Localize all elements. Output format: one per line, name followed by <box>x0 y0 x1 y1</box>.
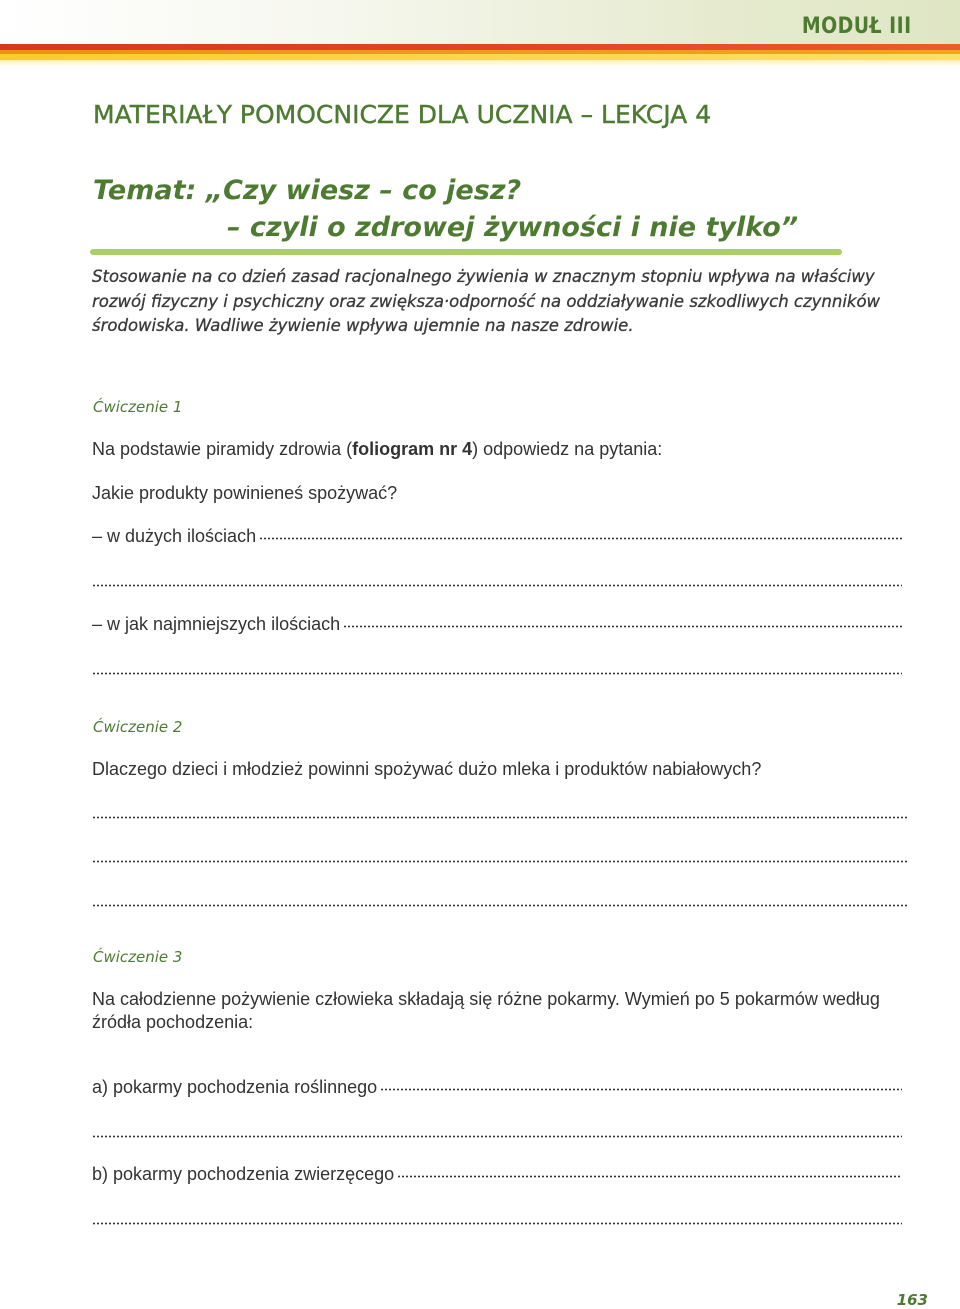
answer-dotted-line[interactable] <box>92 904 908 907</box>
answer-dotted-line[interactable] <box>92 584 902 587</box>
answer-row-plant-foods[interactable] <box>92 1077 902 1098</box>
answer-label: a) pokarmy pochodzenia roślinnego <box>92 1077 378 1097</box>
topic-line-1: Temat: „Czy wiesz – co jesz? <box>93 175 522 206</box>
header-stripe-pale <box>0 60 960 66</box>
instruction-text: Na podstawie piramidy zdrowia ( <box>92 439 353 459</box>
exercise-1-instruction <box>92 438 662 460</box>
answer-label: – w dużych ilościach <box>92 526 257 546</box>
answer-dotted-line[interactable] <box>92 672 902 675</box>
instruction-text-end: ) odpowiedz na pytania: <box>472 439 663 459</box>
module-label: MODUŁ III <box>802 14 912 39</box>
answer-dotted-line[interactable] <box>259 537 902 540</box>
foliogram-reference: foliogram nr 4 <box>352 439 473 459</box>
answer-row-animal-foods[interactable] <box>92 1164 902 1185</box>
exercise-3-instruction: Na całodzienne pożywienie człowieka składają się różne pokarmy. Wymień po 5 pokarmów według źródła pochodzenia: <box>92 989 880 1032</box>
answer-dotted-line[interactable] <box>397 1175 902 1178</box>
answer-row-small-quantities[interactable] <box>92 614 902 635</box>
exercise-2-title: Ćwiczenie 2 <box>93 718 183 736</box>
topic-underline <box>90 249 842 255</box>
answer-dotted-line[interactable] <box>92 860 908 863</box>
intro-paragraph: Stosowanie na co dzień zasad racjonalnego żywienia w znacznym stopniu wpływa na właściwy rozwój fizyczny i psychiczny oraz zwiększa·odporność na oddziaływanie szkodliwych czynników środowiska. Wadliwe żywienie wpływa ujemnie na nasze zdrowie. <box>92 267 881 335</box>
exercise-1-question: Jakie produkty powinieneś spożywać? <box>92 483 398 503</box>
exercise-2-question: Dlaczego dzieci i młodzież powinni spożywać dużo mleka i produktów nabiałowych? <box>92 759 762 779</box>
answer-dotted-line[interactable] <box>92 816 908 819</box>
topic-line-2: – czyli o zdrowej żywności i nie tylko” <box>227 212 799 243</box>
answer-label: b) pokarmy pochodzenia zwierzęcego <box>92 1164 395 1184</box>
exercise-1-title: Ćwiczenie 1 <box>93 398 183 416</box>
answer-dotted-line[interactable] <box>380 1088 902 1091</box>
answer-row-large-quantities[interactable] <box>92 526 902 547</box>
answer-dotted-line[interactable] <box>92 1135 902 1138</box>
answer-dotted-line[interactable] <box>92 1222 902 1225</box>
answer-label: – w jak najmniejszych ilościach <box>92 614 341 634</box>
page-number: 163 <box>896 1291 928 1309</box>
page-title: MATERIAŁY POMOCNICZE DLA UCZNIA – LEKCJA 4 <box>93 100 712 129</box>
topic-heading <box>93 172 798 246</box>
answer-dotted-line[interactable] <box>343 625 902 628</box>
exercise-3-title: Ćwiczenie 3 <box>93 948 183 966</box>
